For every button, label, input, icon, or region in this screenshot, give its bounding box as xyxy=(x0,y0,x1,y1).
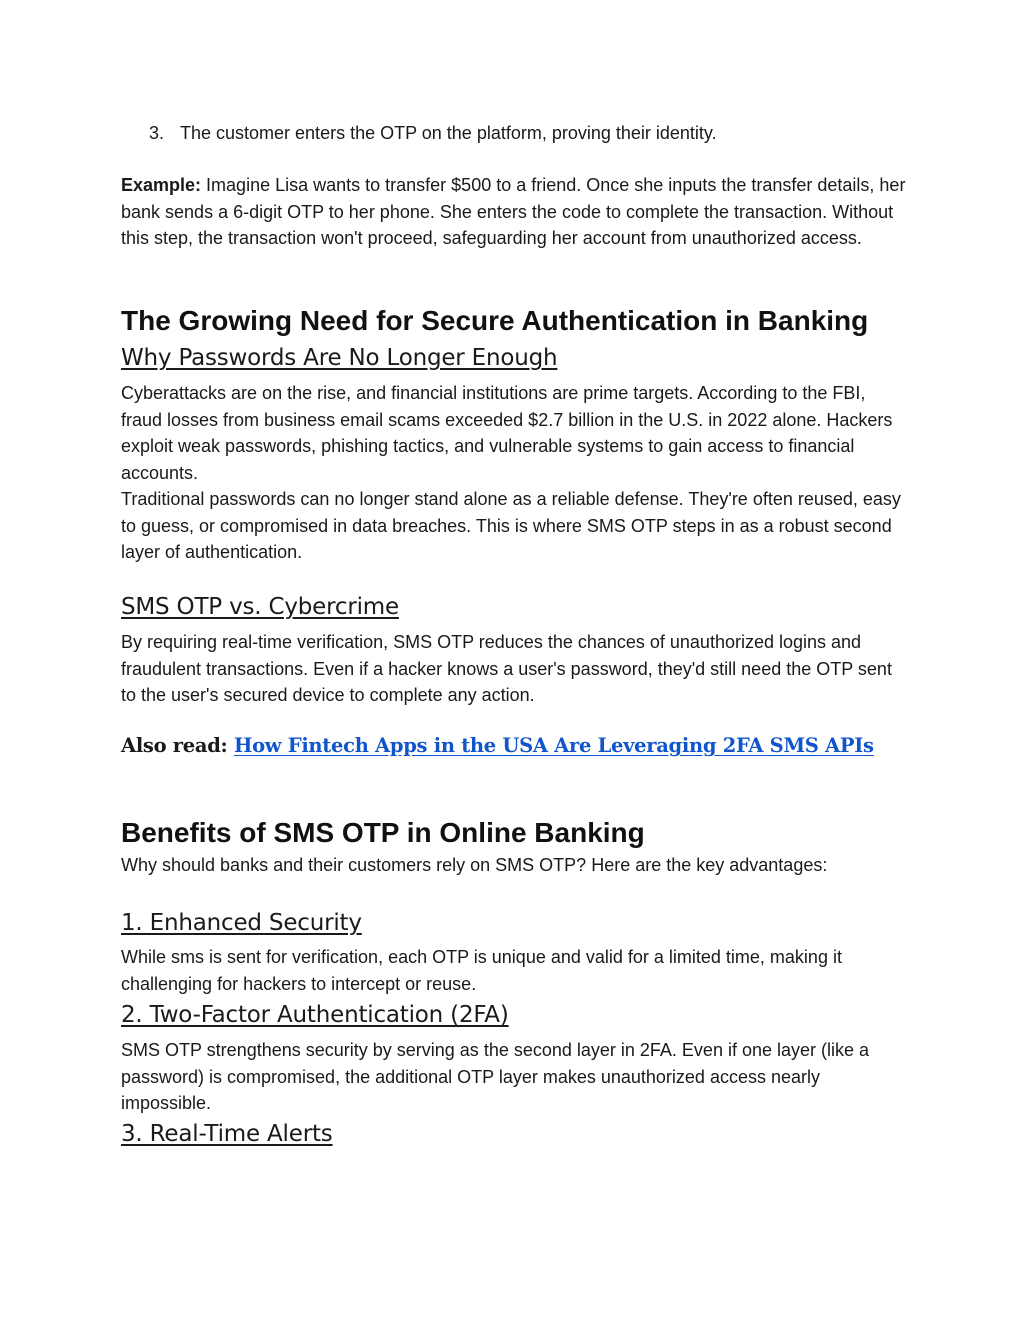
passwords-paragraph-2: Traditional passwords can no longer stand alone as a reliable defense. They're often reused, easy to guess, or compromised in data breaches. This is where SMS OTP steps in as a robust second layer of authentication. xyxy=(121,489,901,563)
benefit-text-security: While sms is sent for verification, each OTP is unique and valid for a limited time, making it challenging for hackers to intercept or reuse. xyxy=(121,947,842,994)
section-heading-need: The Growing Need for Secure Authentication in Banking xyxy=(121,305,869,336)
benefit-heading-2fa: 2. Two-Factor Authentication (2FA) xyxy=(121,1002,509,1028)
example-paragraph xyxy=(121,172,911,252)
also-read-label: Also read: xyxy=(121,734,228,757)
also-read-link[interactable]: How Fintech Apps in the USA Are Leveraging 2FA SMS APIs xyxy=(233,734,874,757)
subheading-passwords: Why Passwords Are No Longer Enough xyxy=(121,345,558,371)
benefits-intro: Why should banks and their customers rely on SMS OTP? Here are the key advantages: xyxy=(121,855,828,875)
benefit-heading-security: 1. Enhanced Security xyxy=(121,910,362,936)
also-read xyxy=(121,732,911,760)
example-label: Example: xyxy=(121,175,202,195)
list-item xyxy=(149,120,717,146)
cybercrime-paragraph: By requiring real-time verification, SMS OTP reduces the chances of unauthorized logins and fraudulent transactions. Even if a hacker knows a user's password, they'd still need the OTP sent to the user's secured device to complete any action. xyxy=(121,632,892,706)
list-item-text: The customer enters the OTP on the platform, proving their identity. xyxy=(180,123,717,143)
benefit-text-2fa: SMS OTP strengthens security by serving as the second layer in 2FA. Even if one layer (like a password) is compromised, the additional OTP layer makes unauthorized access nearly impossible. xyxy=(121,1040,870,1114)
benefit-heading-alerts: 3. Real-Time Alerts xyxy=(121,1121,333,1147)
list-item-number: 3. xyxy=(149,123,165,143)
passwords-paragraph-1: Cyberattacks are on the rise, and financial institutions are prime targets. According to the FBI, fraud losses from business email scams exceeded $2.7 billion in the U.S. in 2022 alone. Hackers exploit weak passwords, phishing tactics, and vulnerable systems to gain access to financial accounts. xyxy=(121,383,893,483)
example-text: Imagine Lisa wants to transfer $500 to a friend. Once she inputs the transfer details, her bank sends a 6-digit OTP to her phone. She enters the code to complete the transaction. Without this step, the transaction won't proceed, safeguarding her account from unauthorized access. xyxy=(121,175,906,249)
section-heading-benefits: Benefits of SMS OTP in Online Banking xyxy=(121,817,645,848)
subheading-cybercrime: SMS OTP vs. Cybercrime xyxy=(121,594,399,620)
